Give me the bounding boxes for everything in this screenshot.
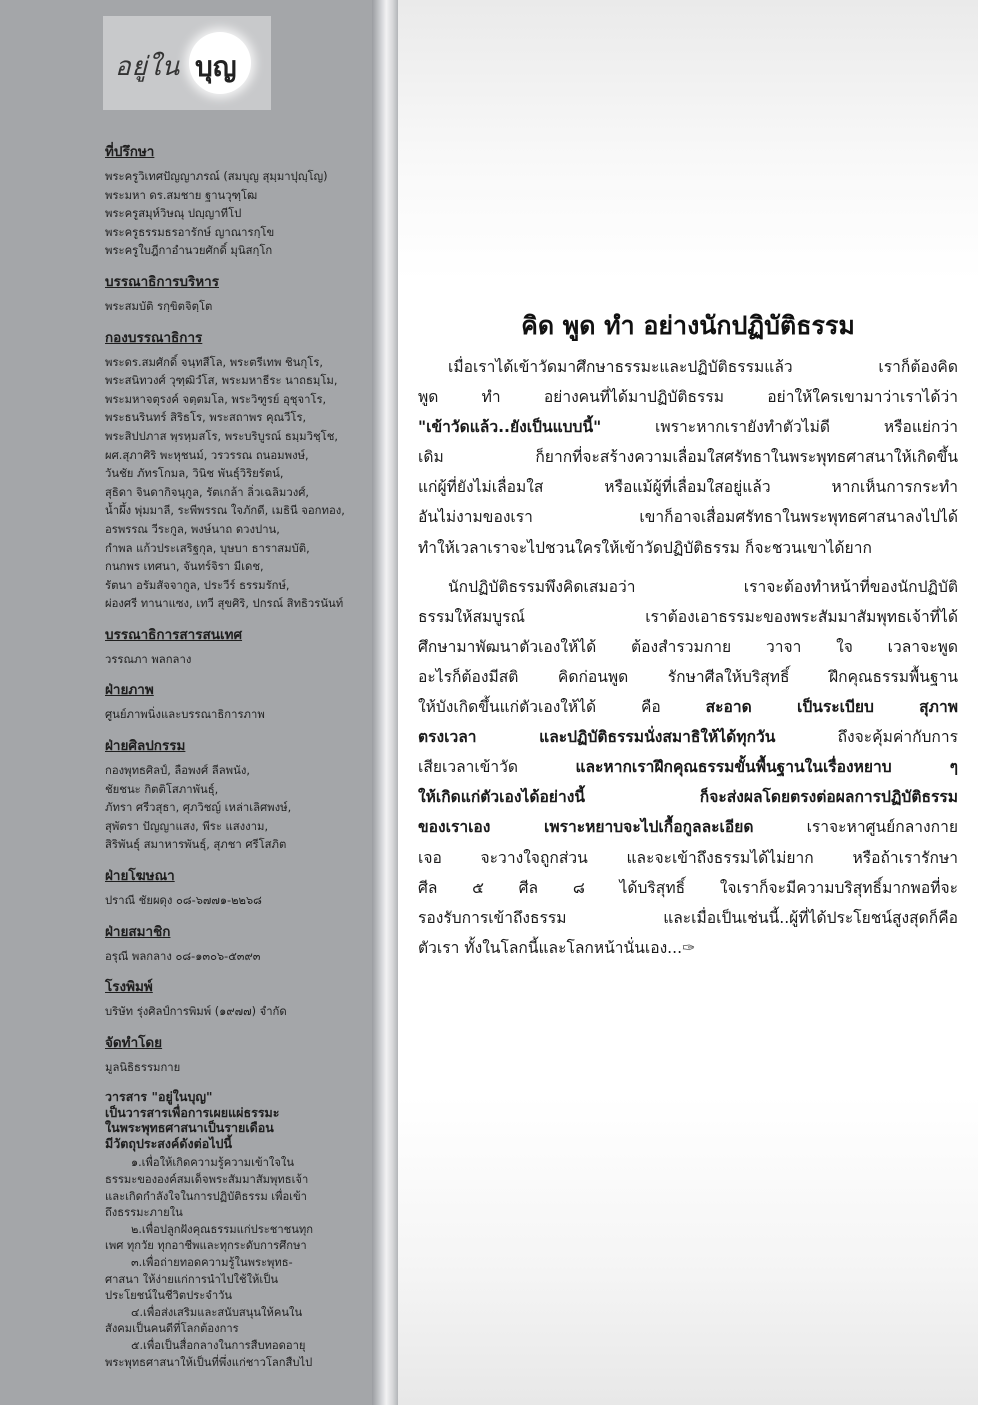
credits [105, 140, 360, 1371]
objective-line: ธรรมะขององค์สมเด็จพระสัมมาสัมพุทธเจ้า [105, 1173, 309, 1186]
journal-heading-line: วารสาร "อยู่ในบุญ" [105, 1089, 213, 1105]
objective-line: ถึงธรรมะภายใน [105, 1206, 183, 1220]
credit-line: พระสนิทวงศ์ วุฑฺฒิวํโส, พระมหาธีระ นาถธมฺโม, [105, 374, 338, 388]
page-margin [978, 0, 1000, 1405]
credit-line: บริษัท รุ่งศิลป์การพิมพ์ (๑๙๗๗) จำกัด [105, 1005, 287, 1019]
objective-line: ประโยชน์ในชีวิตประจำวัน [105, 1289, 233, 1303]
text-line [418, 933, 958, 963]
text-span: ถึงจะคุ้มค่ากับการ [775, 728, 958, 747]
journal-heading-line: เป็นวารสารเพื่อการเผยแผ่ธรรมะ [105, 1104, 280, 1120]
credit-line: พระครูธรรมธรอารักษ์ ญาณารกฺโข [105, 225, 275, 239]
text-line: ธรรมให้สมบูรณ์ เราต้องเอาธรรมะของพระสัมมาสัมพุทธเจ้าที่ได้ [418, 607, 958, 626]
credit-line: มูลนิธิธรรมกาย [105, 1060, 181, 1074]
bold-span: ตรงเวลา และปฏิบัติธรรมนั่งสมาธิให้ได้ทุกวัน [418, 728, 776, 747]
text-line: เจอ จะวางใจถูกส่วน และจะเข้าถึงธรรมได้ไม่ยาก หรือถ้าเรารักษา [418, 848, 958, 867]
credit-section [105, 140, 360, 261]
credit-section [105, 1031, 360, 1078]
text-span: เพราะหากเรายังทำตัวไม่ดี หรือแย่กว่า [601, 418, 958, 437]
text-span: เสียเวลาเข้าวัด [418, 758, 576, 777]
credit-line: น้ำผึ้ง พุ่มมาลี, ระพีพรรณ ใจภักดี, เมธินี จอกทอง, [105, 504, 345, 518]
objective-line: และเกิดกำลังใจในการปฏิบัติธรรม เพื่อเข้า [105, 1189, 307, 1203]
credit-line: ปราณี ชัยผดุง ๐๘-๖๗๗๑-๒๒๖๘ [105, 894, 262, 908]
section-heading: ฝ่ายภาพ [105, 682, 154, 699]
section-body [105, 1059, 360, 1078]
credit-line: ภัทรา ศรีวสุธา, ศุภวิชญ์ เหล่าเลิศพงษ์, [105, 801, 292, 815]
credit-line: ผ่องศรี ทานาแซง, เทวี สุขศิริ, ปกรณ์ สิทธิวรนันท์ [105, 597, 344, 611]
section-heading: จัดทำโดย [105, 1034, 163, 1051]
text-line: อันไม่งามของเรา เขาก็อาจเสื่อมศรัทธาในพระพุทธศาสนาลงไปได้ [418, 508, 958, 527]
text-span: ให้บังเกิดขึ้นแก่ตัวเองให้ได้ คือ [418, 698, 706, 717]
section-heading: ที่ปรึกษา [105, 144, 155, 160]
credit-line: พระมหาจตุรงค์ จตฺตมโล, พระวิฑูรย์ อุชุจาโร, [105, 392, 327, 406]
bold-span: และหากเราฝึกคุณธรรมขั้นพื้นฐานในเรื่องหยาบ ๆ [575, 758, 958, 777]
text-line: เมื่อเราได้เข้าวัดมาศึกษาธรรมะและปฏิบัติธรรมแล้ว เราก็ต้องคิด [448, 358, 958, 376]
section-body [105, 1003, 360, 1022]
bold-span: สะอาด เป็นระเบียบ สุภาพ [705, 698, 958, 717]
section-body [105, 298, 360, 317]
credit-line: สุธิดา จินดากิจนุกูล, รัตเกล้า ลิ่วเฉลิมวงศ์, [105, 485, 309, 499]
credit-line: รัตนา อรัมสัจจากูล, ประวีร์ ธรรมรักษ์, [105, 578, 290, 592]
text-line [418, 722, 958, 752]
credit-line: พระสิปปภาส พฺรหฺมสโร, พระบริบูรณ์ ธมฺมวิชฺโช, [105, 429, 338, 443]
page-spine [372, 0, 398, 1405]
journal-heading [105, 1089, 360, 1151]
credit-line: สิริพันธุ์ สมาหารพันธุ์, สุภชา ศรีโสภิต [105, 838, 287, 852]
section-body [105, 762, 360, 855]
section-body [105, 948, 360, 967]
text-line: นักปฏิบัติธรรมพึงคิดเสมอว่า เราจะต้องทำหน้าที่ของนักปฏิบัติ [448, 577, 958, 596]
section-body [105, 892, 360, 911]
text-line: ทำให้เวลาเราจะไปชวนใครให้เข้าวัดปฏิบัติธรรม ก็จะชวนเขาได้ยาก [418, 538, 872, 557]
text-line: ศึกษามาพัฒนาตัวเองให้ได้ ต้องสำรวมกาย วาจา ใจ เวลาจะพูด [418, 637, 958, 656]
credit-line: อรุณี พลกลาง ๐๘-๑๓๐๖-๕๓๙๓ [105, 949, 261, 963]
section-body [105, 354, 360, 614]
credit-line: พระครูวิเทศปัญญาภรณ์ (สมบุญ สุมฺมาปุญฺโญ) [105, 170, 328, 183]
objective-line: เพศ ทุกวัย ทุกอาชีพและทุกระดับการศึกษา [105, 1239, 307, 1253]
journal-heading-line: มีวัตถุประสงค์ดังต่อไปนี้ [105, 1135, 233, 1151]
credit-line: สุพัตรา ปัญญาแสง, พีระ แสงงาม, [105, 819, 269, 833]
bold-span: ของเราเอง เพราะหยาบจะไปเกื้อกูลละเอียด [418, 818, 754, 837]
objective-line: ๒.เพื่อปลูกฝังคุณธรรมแก่ประชาชนทุก [131, 1222, 314, 1236]
credit-line: วันชัย ภัทรโกมล, วินิช พันธุ์วิริยรัตน์, [105, 467, 284, 481]
paragraph [418, 572, 958, 963]
magazine-logo [103, 16, 271, 110]
logo-text: อยู่ใน [115, 52, 181, 82]
article-body [398, 352, 958, 972]
text-line: ให้เกิดแก่ตัวเองได้อย่างนี้ ก็จะส่งผลโดยตรงต่อผลการปฏิบัติธรรม [418, 788, 958, 807]
credit-line: พระครูสมุห์วิษณุ ปญฺญาทีโป [105, 207, 242, 221]
credit-section [105, 734, 360, 855]
objective-line: ๑.เพื่อให้เกิดความรู้ความเข้าใจใน [131, 1156, 295, 1170]
logo-circle-text: บุญ [195, 50, 237, 83]
objective-line: ศาสนา ให้ง่ายแก่การนำไปใช้ให้เป็น [105, 1272, 279, 1286]
objective-line: สังคมเป็นคนดีที่โลกต้องการ [105, 1322, 239, 1336]
text-line: อะไรก็ต้องมีสติ คิดก่อนพูด รักษาศีลให้บริสุทธิ์ ฝึกคุณธรรมพื้นฐาน [418, 667, 958, 686]
credit-section [105, 623, 360, 670]
text-span: เราจะหาศูนย์กลางกาย [753, 818, 958, 837]
credit-section [105, 920, 360, 967]
credit-line: พระสมบัติ รกฺขิตจิตฺโต [105, 299, 213, 313]
credit-line: ผศ.สุภาศิริ พะหุชนม์, วรวรรณ ถนอมพงษ์, [105, 448, 309, 462]
credit-section [105, 975, 360, 1022]
objective-line: ๕.เพื่อเป็นสื่อกลางในการสืบทอดอายุ [131, 1338, 306, 1352]
credit-line: พระธนรินทร์ สิริธโร, พระสถาพร คุณวีโร, [105, 411, 307, 425]
text-line: เดิม ก็ยากที่จะสร้างความเลื่อมใสศรัทธาในพระพุทธศาสนาให้เกิดขึ้น [418, 448, 958, 467]
text-line [418, 812, 958, 842]
credit-line: พระครูใบฎีกาอำนวยศักดิ์ มุนิสกฺโก [105, 244, 273, 258]
credit-line: วรรณภา พลกลาง [105, 652, 192, 666]
section-body [105, 706, 360, 725]
section-heading: โรงพิมพ์ [105, 979, 153, 996]
credit-section [105, 270, 360, 317]
credit-section [105, 678, 360, 725]
section-body [105, 168, 360, 261]
credit-line: อรพรรณ วีระกูล, พงษ์นาถ ดวงปาน, [105, 522, 280, 536]
objective-line: พระพุทธศาสนาให้เป็นที่พึ่งแก่ชาวโลกสืบไป [105, 1355, 313, 1369]
credit-line: กองพุทธศิลป์, ลือพงศ์ ลีลพนัง, [105, 764, 250, 778]
section-heading: บรรณาธิการบริหาร [105, 273, 219, 290]
credit-line: ชัยชนะ กิตติโสภาพันธุ์, [105, 782, 219, 796]
credit-line: พระมหา ดร.สมชาย ฐานวุฑฺโฒ [105, 188, 258, 202]
paragraph [418, 352, 958, 563]
section-heading: ฝ่ายศิลปกรรม [105, 738, 186, 755]
credit-section [105, 326, 360, 614]
credit-line: พระดร.สมศักดิ์ จนฺทสีโล, พระตรีเทพ ชินกุโร, [105, 355, 323, 369]
objective-line: ๓.เพื่อถ่ายทอดความรู้ในพระพุทธ- [131, 1255, 293, 1269]
objective-line: ๔.เพื่อส่งเสริมและสนับสนุนให้คนใน [131, 1305, 303, 1319]
credit-line: กนกพร เทศนา, จันทร์จิรา มีเดช, [105, 560, 264, 574]
text-line [418, 692, 958, 722]
section-heading: ฝ่ายสมาชิก [105, 923, 171, 940]
credit-line: กำพล แก้วประเสริฐกุล, บุษบา ธาราสมบัติ, [105, 541, 310, 555]
text-line: รองรับการเข้าถึงธรรม และเมื่อเป็นเช่นนี้..ผู้ที่ได้ประโยชน์สูงสุดก็คือ [418, 908, 958, 927]
text-line: พูด ทำ อย่างคนที่ได้มาปฏิบัติธรรม อย่าให้ใครเขามาว่าเราได้ว่า [418, 388, 958, 407]
section-heading: ฝ่ายโฆษณา [105, 868, 175, 885]
article-title: คิด พูด ทำ อย่างนักปฏิบัติธรรม [521, 311, 855, 340]
section-heading: กองบรรณาธิการ [105, 329, 203, 346]
text-line [418, 412, 958, 442]
journal-objectives [105, 1155, 360, 1371]
text-line: แก่ผู้ที่ยังไม่เลื่อมใส หรือแม้ผู้ที่เลื่อมใสอยู่แล้ว หากเห็นการกระทำ [418, 478, 958, 497]
credit-line: ศูนย์ภาพนิ่งและบรรณาธิการภาพ [105, 708, 265, 722]
section-body [105, 651, 360, 670]
feather-pen-icon: ✑ [682, 938, 696, 957]
text-span: ตัวเรา ทั้งในโลกนี้และโลกหน้านั่นเอง... [418, 938, 683, 957]
logo-circle [189, 32, 251, 94]
quote-bold: "เข้าวัดแล้ว..ยังเป็นแบบนี้" [418, 418, 602, 437]
text-line [418, 752, 958, 782]
journal-heading-line: ในพระพุทธศาสนาเป็นรายเดือน [105, 1120, 274, 1136]
text-line: ศีล ๕ ศีล ๘ ได้บริสุทธิ์ ใจเราก็จะมีความบริสุทธิ์มากพอที่จะ [418, 878, 958, 897]
credit-section [105, 864, 360, 911]
section-heading: บรรณาธิการสารสนเทศ [105, 626, 243, 643]
